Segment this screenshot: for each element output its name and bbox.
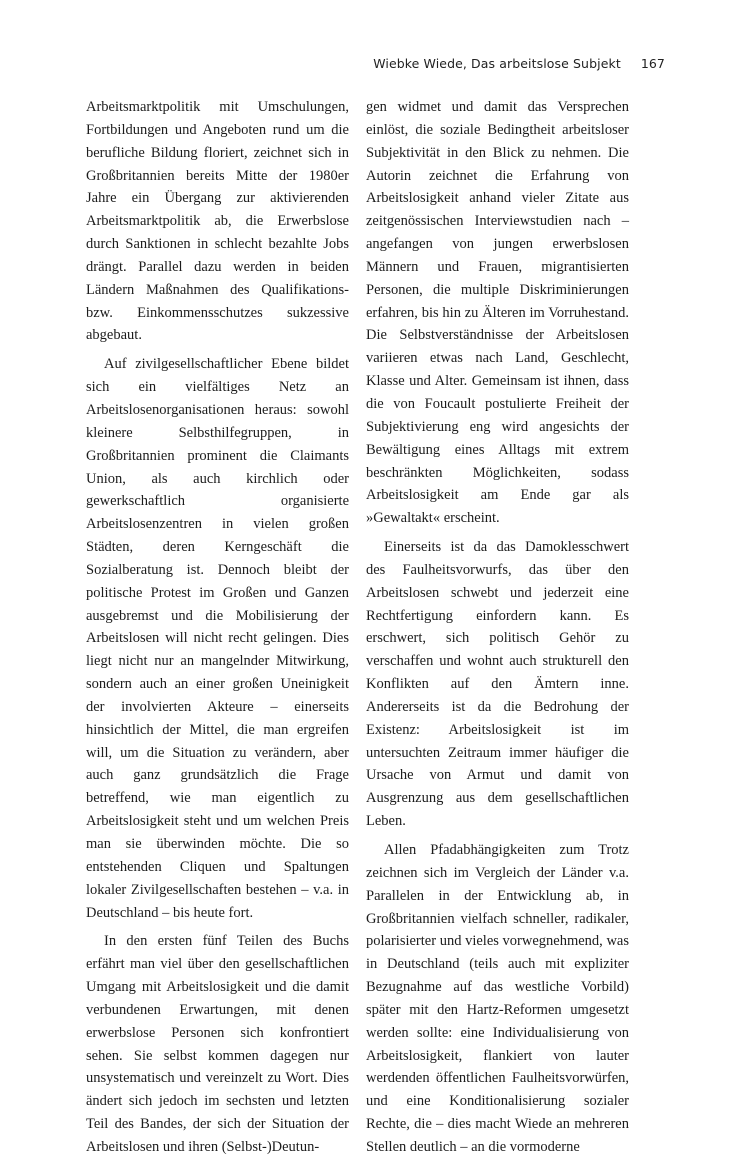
- page-number: 167: [640, 56, 665, 71]
- paragraph: gen widmet und damit das Versprechen einlöst, die soziale Bedingtheit arbeitsloser Subjektivität in den Blick zu nehmen. Die Autorin zeichnet die Erfahrung von Arbeitslosigkeit anhand vieler Zitate aus zeitgenössischen Interviewstudien nach – angefangen von jungen erwerbslosen Männern und Frauen, migrantisierten Personen, die multiple Diskriminierungen erfahren, bis hin zu Älteren im Vorruhestand. Die Selbstverständnisse der Arbeitslosen variieren etwas nach Land, Geschlecht, Klasse und Alter. Gemeinsam ist ihnen, dass die von Foucault postulierte Freiheit der Subjektivierung eng wird angesichts der Bewältigung eines Alltags mit extrem beschränkten Möglichkeiten, sodass Arbeitslosigkeit am Ende gar als »Gewaltakt« erscheint.: [366, 99, 629, 527]
- paragraph: Arbeitsmarktpolitik mit Umschulungen, Fortbildungen und Angeboten rund um die berufliche Bildung floriert, zeichnet sich in Großbritannien bereits Mitte der 1980er Jahre ein Übergang zur aktivierenden Arbeitsmarktpolitik ab, die Erwerbslose durch Sanktionen in schlecht bezahlte Jobs drängt. Parallel dazu werden in beiden Ländern Maßnahmen des Qualifikations- bzw. Einkommensschutzes sukzessive abgebaut.: [86, 99, 349, 344]
- paragraph: Allen Pfadabhängigkeiten zum Trotz zeichnen sich im Vergleich der Länder v.a. Parallelen in der Entwicklung ab, in Großbritannien vielfach schneller, radikaler, polarisierter und vieles vorwegnehmend, was in Deutschland (teils auch mit expliziter Bezugnahme auf das westliche Vorbild) später mit den Hartz-Reformen umgesetzt werden sollte: eine Individualisierung von Arbeitslosigkeit, flankiert von lauter werdenden öffentlichen Faulheitsvorwürfen, und eine Konditionalisierung sozialer Rechte, die – dies macht Wiede an mehreren Stellen deutlich – an die vormoderne: [366, 842, 629, 1155]
- right-column: [366, 96, 629, 1159]
- paragraph: Einerseits ist da das Damoklesschwert des Faulheitsvorwurfs, das über den Arbeitslosen schwebt und jederzeit eine Rechtfertigung einfordern kann. Es erschwert, sich politisch Gehör zu verschaffen und wohnt auch strukturell den Konflikten auf den Ämtern inne. Andererseits ist da die Bedrohung der Existenz: Arbeitslosigkeit ist im untersuchten Zeitraum immer häufiger die Ursache von Armut und damit von Ausgrenzung aus dem gesellschaftlichen Leben.: [366, 539, 629, 830]
- running-header: [373, 56, 665, 71]
- left-column: [86, 96, 349, 1159]
- paragraph: In den ersten fünf Teilen des Buchs erfährt man viel über den gesellschaftlichen Umgang mit Arbeitslosigkeit und die damit verbundenen Erwartungen, mit denen erwerbslose Personen sich konfrontiert sehen. Sie selbst kommen dagegen nur unsystematisch und vereinzelt zu Wort. Dies ändert sich jedoch im sechsten und letzten Teil des Bandes, der sich der Situation der Arbeitslosen und ihren (Selbst-)Deutun-: [86, 933, 349, 1155]
- paragraph: Auf zivilgesellschaftlicher Ebene bildet sich ein vielfältiges Netz an Arbeitslosenorganisationen heraus: sowohl kleinere Selbsthilfegruppen, in Großbritannien prominent die Claimants Union, als auch kirchlich oder gewerkschaftlich organisierte Arbeitslosenzentren in vielen großen Städten, deren Kerngeschäft die Sozialberatung ist. Dennoch bleibt der politische Protest im Großen und Ganzen ausgebremst und die Mobilisierung der Arbeitslosen will nicht recht gelingen. Dies liegt nicht nur an mangelnder Mitwirkung, sondern auch an einer großen Uneinigkeit der involvierten Akteure – einerseits hinsichtlich der Mittel, die man ergreifen will, um die Situation zu verändern, aber auch ganz grundsätzlich die Frage betreffend, wie man eigentlich zu Arbeitslosigkeit steht und um welchen Preis man sie überwinden möchte. Die so entstehenden Cliquen und Spaltungen lokaler Zivilgesellschaften bestehen – v.a. in Deutschland – bis heute fort.: [86, 356, 349, 921]
- running-title: Wiebke Wiede, Das arbeitslose Subjekt: [373, 56, 621, 71]
